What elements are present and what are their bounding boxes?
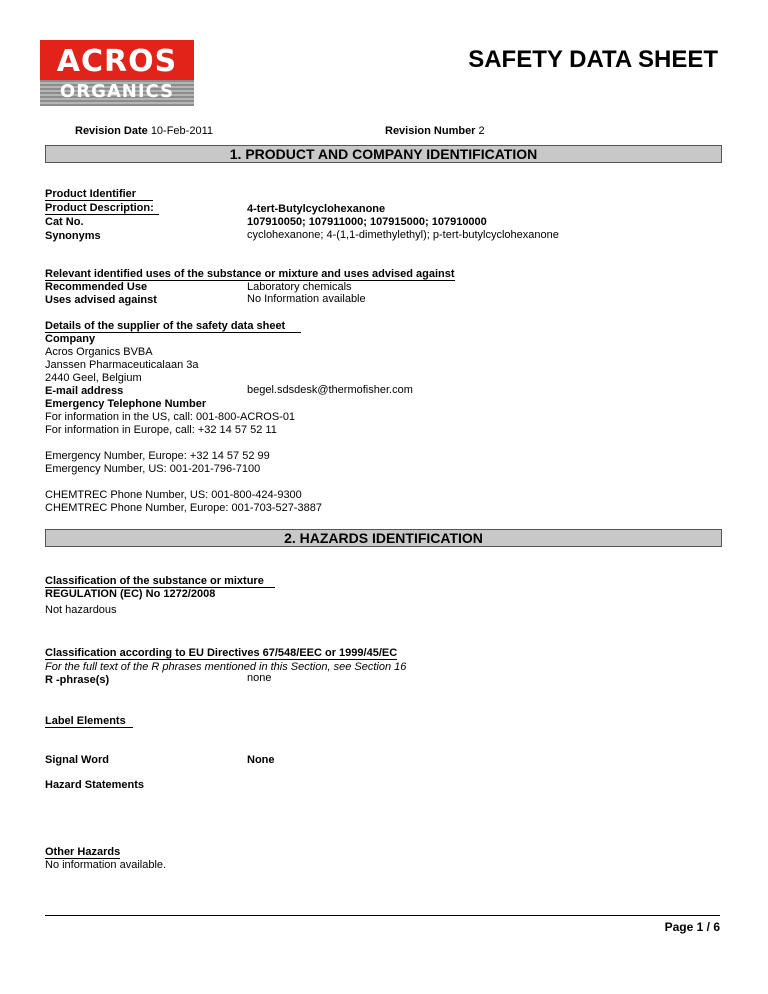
r-phrase-value: none	[247, 672, 272, 684]
company-line-2: Janssen Pharmaceuticalaan 3a	[45, 359, 199, 371]
acros-organics-logo	[40, 40, 194, 106]
synonyms-label: Synonyms	[45, 230, 101, 242]
section-1-title: 1. PRODUCT AND COMPANY IDENTIFICATION	[45, 145, 722, 163]
revision-number	[385, 125, 485, 138]
synonyms-value: cyclohexanone; 4-(1,1-dimethylethyl); p-tert-butylcyclohexanone	[247, 229, 559, 241]
product-description-value: 4-tert-Butylcyclohexanone	[247, 203, 386, 215]
company-label: Company	[45, 333, 96, 345]
logo-text-organics: ORGANICS	[59, 81, 175, 102]
recommended-use-label: Recommended Use	[45, 281, 148, 293]
email-label: E-mail address	[45, 385, 124, 397]
revision-date	[75, 125, 213, 138]
revision-number-value: 2	[478, 125, 485, 137]
revision-number-label: Revision Number	[385, 125, 476, 137]
classification-heading: Classification of the substance or mixture	[45, 575, 275, 588]
footer-rule	[45, 915, 720, 916]
signal-word-label: Signal Word	[45, 754, 109, 766]
regulation-label: REGULATION (EC) No 1272/2008	[45, 588, 216, 600]
cat-no-value: 107910050; 107911000; 107915000; 107910000	[247, 216, 487, 228]
uses-advised-against-value: No Information available	[247, 293, 366, 305]
other-hazards-heading: Other Hazards	[45, 846, 121, 858]
eu-classification-note: For the full text of the R phrases mentioned in this Section, see Section 16	[45, 661, 407, 673]
supplier-heading: Details of the supplier of the safety data sheet	[45, 320, 301, 333]
company-line-3: 2440 Geel, Belgium	[45, 372, 142, 384]
uses-advised-against-label: Uses advised against	[45, 294, 157, 306]
emergency-eu-info: For information in Europe, call: +32 14 57 52 11	[45, 424, 277, 436]
chemtrec-europe: CHEMTREC Phone Number, Europe: 001-703-527-3887	[45, 502, 322, 514]
company-line-1: Acros Organics BVBA	[45, 346, 153, 358]
eu-classification-heading: Classification according to EU Directives 67/548/EEC or 1999/45/EC	[45, 647, 398, 659]
uses-heading: Relevant identified uses of the substance or mixture and uses advised against	[45, 268, 455, 280]
revision-date-value: 10-Feb-2011	[150, 125, 213, 137]
logo-text-acros: ACROS	[56, 44, 178, 79]
r-phrase-label: R -phrase(s)	[45, 674, 110, 686]
emergency-number-europe: Emergency Number, Europe: +32 14 57 52 99	[45, 450, 270, 462]
emergency-number-us: Emergency Number, US: 001-201-796-7100	[45, 463, 261, 475]
emergency-phone-label: Emergency Telephone Number	[45, 398, 207, 410]
other-hazards-value: No information available.	[45, 859, 167, 871]
signal-word-value: None	[247, 754, 275, 766]
regulation-value: Not hazardous	[45, 604, 117, 616]
page-number: Page 1 / 6	[664, 920, 720, 934]
product-identifier-heading: Product Identifier	[45, 188, 153, 201]
product-description-label: Product Description:	[45, 202, 159, 215]
emergency-us-info: For information in the US, call: 001-800-ACROS-01	[45, 411, 296, 423]
label-elements-heading: Label Elements	[45, 715, 133, 728]
document-title: SAFETY DATA SHEET	[468, 46, 718, 73]
email-value: begel.sdsdesk@thermofisher.com	[247, 384, 413, 396]
section-2-title: 2. HAZARDS IDENTIFICATION	[45, 529, 722, 547]
recommended-use-value: Laboratory chemicals	[247, 281, 352, 293]
cat-no-label: Cat No.	[45, 216, 84, 228]
chemtrec-us: CHEMTREC Phone Number, US: 001-800-424-9300	[45, 489, 302, 501]
revision-date-label: Revision Date	[75, 125, 148, 137]
hazard-statements-label: Hazard Statements	[45, 779, 145, 791]
